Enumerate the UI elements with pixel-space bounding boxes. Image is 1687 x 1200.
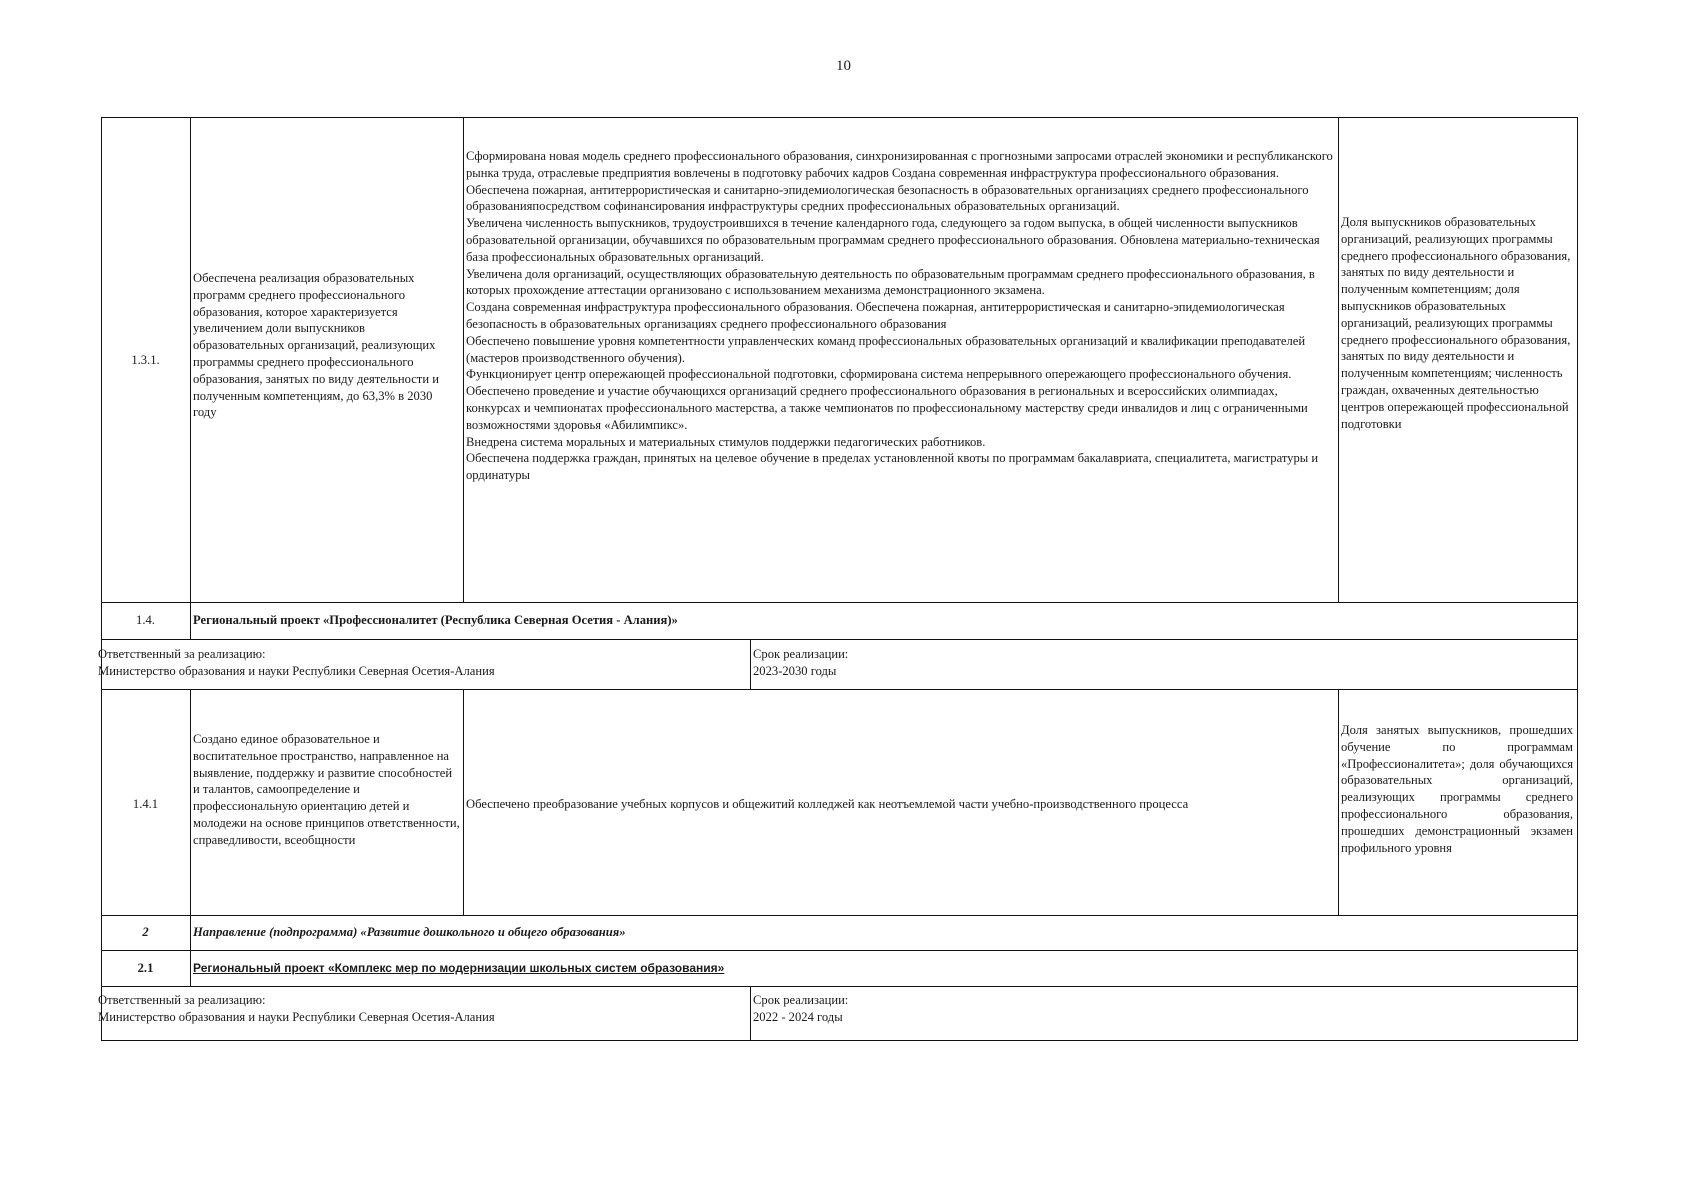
column-divider	[190, 689, 191, 986]
term-value: 2022 - 2024 годы	[753, 1009, 843, 1024]
term-cell	[753, 992, 1153, 1026]
column-divider	[463, 689, 464, 915]
responsible-value: Министерство образования и науки Республики Северная Осетия-Алания	[98, 1009, 495, 1024]
row-number	[101, 612, 190, 629]
row-number-text: 1.4.1	[132, 797, 159, 811]
effect-paragraph: Увеличена доля организаций, осуществляющих образовательную деятельность по образовательным программам среднего профессионального образования, в которых прохождение аттестации организовано с использованием механизма демонстрационного экзамена.	[466, 266, 1315, 298]
row-number	[101, 796, 190, 813]
effect-text: Обеспечено преобразование учебных корпусов и общежитий колледжей как неотъемлемой части учебно-производственного процесса	[466, 797, 1189, 811]
indicators-cell	[1341, 722, 1573, 856]
column-divider	[463, 117, 464, 602]
column-divider	[750, 986, 751, 1041]
effect-cell	[466, 796, 1334, 813]
effect-paragraph: Функционирует центр опережающей профессиональной подготовки, сформирована система непрерывного опережающего профессионального обучения.	[466, 367, 1292, 382]
term-label: Срок реализации:	[753, 647, 849, 661]
row-number	[101, 960, 190, 977]
responsible-cell	[98, 646, 748, 680]
column-divider	[1338, 689, 1339, 915]
column-divider	[190, 117, 191, 602]
row-divider	[101, 602, 1578, 603]
term-cell	[753, 646, 1153, 680]
task-cell	[193, 731, 461, 849]
regional-project-title: Региональный проект «Профессионалитет (Республика Северная Осетия - Алания)»	[193, 613, 678, 627]
effects-cell	[466, 148, 1334, 484]
subprogram-title: Направление (подпрограмма) «Развитие дошкольного и общего образования»	[193, 925, 626, 939]
effect-paragraph: Внедрена система моральных и материальных стимулов поддержки педагогических работников.	[466, 434, 986, 449]
task-text: Создано единое образовательное и воспитательное пространство, направленное на выявление, поддержку и развитие способностей и талантов, самоопределение и профессиональную ориентацию детей и молодежи на основе принципов ответственности, справедливости, всеобщности	[193, 732, 460, 847]
responsible-value: Министерство образования и науки Республики Северная Осетия-Алания	[98, 663, 495, 678]
row-divider	[101, 689, 1578, 690]
term-label: Срок реализации:	[753, 993, 849, 1007]
indicators-text: Доля выпускников образовательных организаций, реализующих программы среднего профессионального образования, занятых по виду деятельности и полученным компетенциям; доля выпускников образовательных организаций, реализующих программы среднего профессионального образования, занятых по виду деятельности и полученным компетенциям; численность граждан, охваченных деятельностью центров опережающей профессиональной подготовки	[1341, 215, 1571, 431]
effect-paragraph: Обеспечено проведение и участие обучающихся организаций среднего профессионального образования в региональных и всероссийских олимпиадах, конкурсах и чемпионатах профессионального мастерства, а также чемпионатов по профессиональному мастерству среди инвалидов и лиц с ограниченными возможностями здоровья «Абилимпикс».	[466, 384, 1308, 432]
responsible-label: Ответственный за реализацию:	[98, 993, 266, 1007]
task-text: Обеспечена реализация образовательных программ среднего профессионального образования, которое характеризуется увеличением доли выпускников образовательных организаций, реализующих программы среднего профессионального образования, занятых по виду деятельности и полученным компетенциям, до 63,3% в 2030 году	[193, 271, 439, 420]
responsible-cell	[98, 992, 748, 1026]
column-divider	[1338, 117, 1339, 602]
row-number-text: 2	[142, 925, 149, 939]
term-value: 2023-2030 годы	[753, 663, 837, 678]
row-number-text: 1.3.1.	[131, 353, 160, 367]
effect-paragraph: Обеспечено повышение уровня компетентности управленческих команд профессиональных образовательных организаций и квалификации преподавателей (мастеров производственного обучения).	[466, 333, 1306, 365]
row-number	[101, 924, 190, 941]
row-divider	[101, 639, 1578, 640]
effect-paragraph: Сформирована новая модель среднего профессионального образования, синхронизированная с прогнозными запросами отраслей экономики и республиканского рынка труда, отраслевые предприятия вовлечены в подготовку рабочих кадров Создана современная инфраструктура профессионального образования. Обеспечена пожарная, антитеррористическая и санитарно-эпидемиологическая безопасность в образовательных организациях среднего профессионального образованияпосредством софинансирования инфраструктуры средних профессиональных образовательных организаций.	[466, 149, 1333, 214]
row-number	[101, 352, 190, 369]
row-number-text: 2.1	[137, 961, 154, 975]
task-cell	[193, 270, 461, 421]
row-divider	[101, 986, 1578, 987]
effect-paragraph: Обеспечена поддержка граждан, принятых на целевое обучение в пределах установленной квоты по программам бакалавриата, специалитета, магистратуры и ординатуры	[466, 451, 1319, 483]
column-divider	[750, 639, 751, 689]
row-divider	[101, 915, 1578, 916]
responsible-label: Ответственный за реализацию:	[98, 647, 266, 661]
indicators-text: Доля занятых выпускников, прошедших обучение по программам «Профессионалитета»; доля обучающихся образовательных организаций, реализующих программы среднего профессионального образования, прошедших демонстрационный экзамен профильного уровня	[1341, 723, 1573, 855]
column-divider	[190, 602, 191, 639]
row-divider	[101, 950, 1578, 951]
row-number-text: 1.4.	[136, 613, 155, 627]
effect-paragraph: Увеличена численность выпускников, трудоустроившихся в течение календарного года, следующего за годом выпуска, в общей численности выпускников образовательной организации, обучавшихся по образовательным программам среднего профессионального образования. Обновлена материально-техническая база профессиональных образовательных организаций.	[466, 216, 1320, 264]
indicators-cell	[1341, 214, 1575, 432]
regional-project-title: Региональный проект «Комплекс мер по модернизации школьных систем образования»	[193, 961, 725, 975]
effect-paragraph: Создана современная инфраструктура профессионального образования. Обеспечена пожарная, антитеррористическая и санитарно-эпидемиологическая безопасность в образовательных организациях среднего профессионального образования	[466, 300, 1285, 331]
page-number: 10	[836, 58, 851, 74]
